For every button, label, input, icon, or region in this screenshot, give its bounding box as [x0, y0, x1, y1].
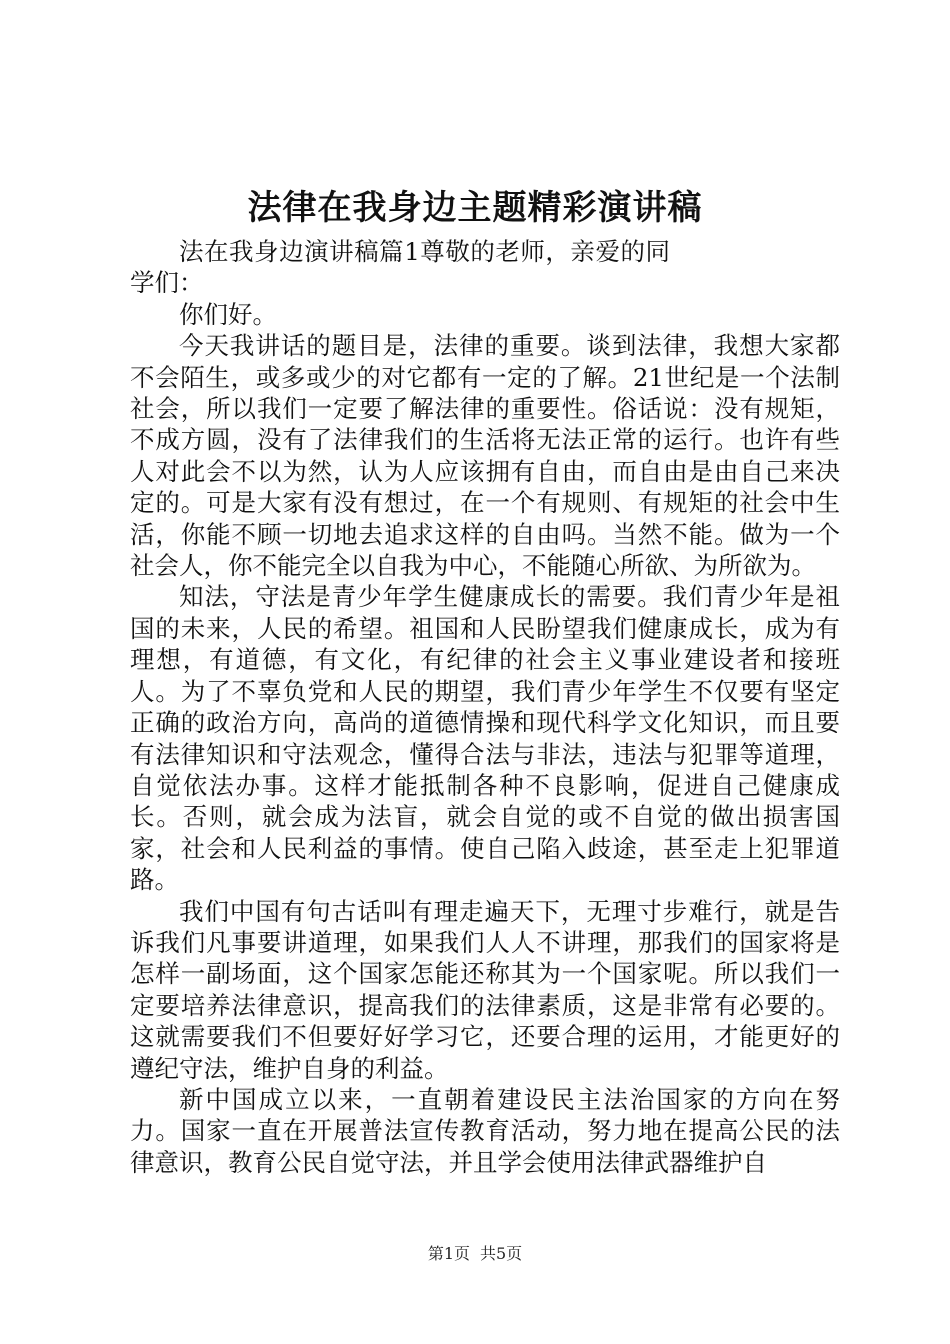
paragraph-new-china: 新中国成立以来，一直朝着建设民主法治国家的方向在努力。国家一直在开展普法宣传教育活动，努力地在提高公民的法律意识，教育公民自觉守法，并且学会使用法律武器维护自	[130, 1084, 840, 1177]
page-total: 共5页	[480, 1244, 523, 1263]
page-number: 第1页	[427, 1244, 470, 1263]
document-body	[130, 236, 840, 1178]
paragraph-importance-of-law: 今天我讲话的题目是，法律的重要。谈到法律，我想大家都不会陌生，或多或少的对它都有一定的了解。21世纪是一个法制社会，所以我们一定要了解法律的重要性。俗话说：没有规矩，不成方圆，没有了法律我们的生活将无法正常的运行。也许有些人对此会不以为然，认为人应该拥有自由，而自由是由自己来决定的。可是大家有没有想过，在一个有规则、有规矩的社会中生活，你能不顾一切地去追求这样的自由吗。当然不能。做为一个社会人，你不能完全以自我为中心，不能随心所欲、为所欲为。	[130, 331, 840, 581]
paragraph-greeting: 法在我身边演讲稿篇1尊敬的老师，亲爱的同学们：	[130, 237, 670, 298]
paragraph-ancient-saying: 我们中国有句古话叫有理走遍天下，无理寸步难行，就是告诉我们凡事要讲道理，如果我们人人不讲理，那我们的国家将是怎样一副场面，这个国家怎能还称其为一个国家呢。所以我们一定要培养法律意识，提高我们的法律素质，这是非常有必要的。这就需要我们不但要好好学习它，还要合理的运用，才能更好的遵纪守法，维护自身的利益。	[130, 896, 840, 1083]
paragraph-youth-growth: 知法，守法是青少年学生健康成长的需要。我们青少年是祖国的未来，人民的希望。祖国和人民盼望我们健康成长，成为有理想，有道德，有文化，有纪律的社会主义事业建设者和接班人。为了不辜负党和人民的期望，我们青少年学生不仅要有坚定正确的政治方向，高尚的道德情操和现代科学文化知识，而且要有法律知识和守法观念，懂得合法与非法，违法与犯罪等道理，自觉依法办事。这样才能抵制各种不良影响，促进自己健康成长。否则，就会成为法盲，就会自觉的或不自觉的做出损害国家，社会和人民利益的事情。使自己陷入歧途，甚至走上犯罪道路。	[130, 582, 840, 895]
document-title: 法律在我身边主题精彩演讲稿	[247, 188, 703, 228]
page-footer	[0, 1243, 950, 1265]
paragraph-hello: 你们好。	[179, 299, 277, 329]
